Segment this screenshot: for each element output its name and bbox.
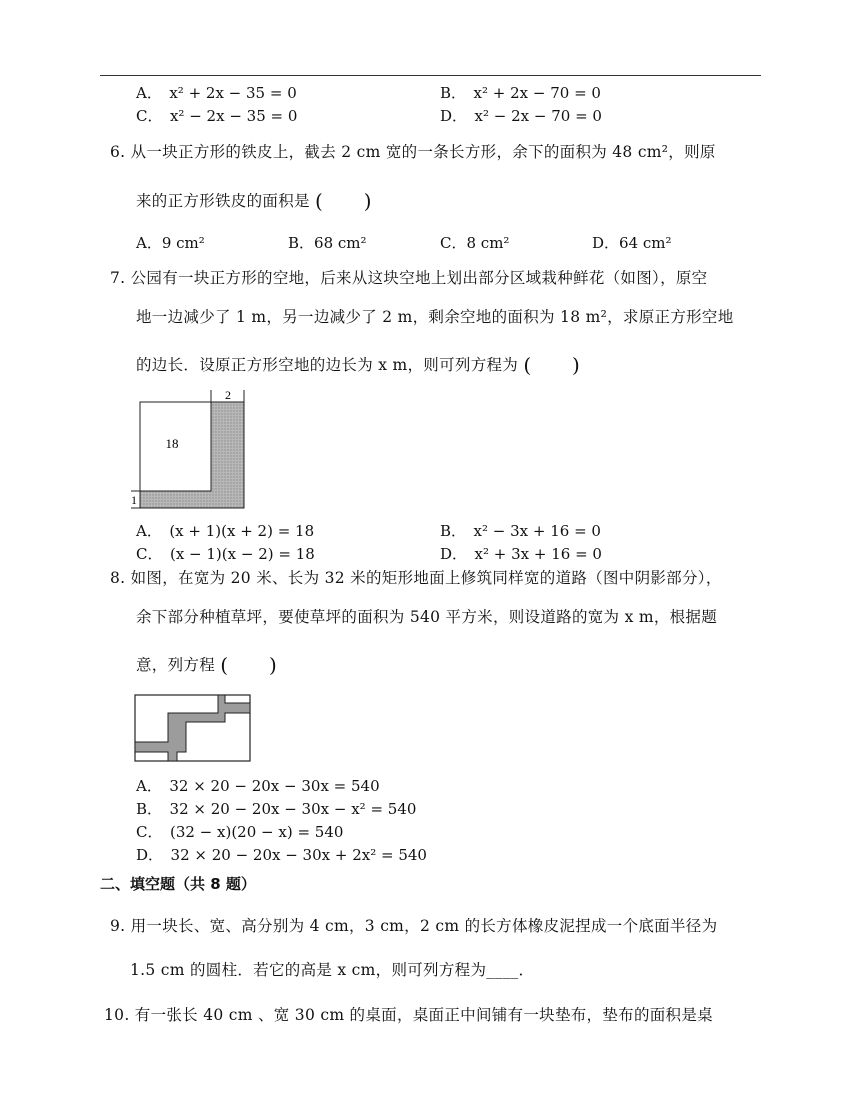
q8-stem-line2: 余下部分种植草坪，要使草坪的面积为 540 平方米，则设道路的宽为 x m，根据题 [136,608,718,626]
q8-answer-blank: ( ) [220,653,278,677]
q6-option-b: B．68 cm² [288,234,367,252]
q8-stem-line1: 8. 如图，在宽为 20 米、长为 32 米的矩形地面上修筑同样宽的道路（图中阴影部分）， [110,569,722,587]
q8-option-c: C． (32 − x)(20 − x) = 540 [136,823,344,841]
q7-option-a: A． (x + 1)(x + 2) = 18 [136,522,315,540]
top-divider [100,75,761,76]
q7-stem-line2: 地一边减少了 1 m，另一边减少了 2 m，剩余空地的面积为 18 m²，求原正方形空地 [136,308,734,326]
q7-answer-blank: ( ) [523,353,581,377]
q6-option-c: C．8 cm² [440,234,510,252]
q9-stem-line2: 1.5 cm 的圆柱．若它的高是 x cm，则可列方程为____． [130,961,535,979]
q6-option-d: D．64 cm² [592,234,672,252]
q6-stem-line1: 6. 从一块正方形的铁皮上，截去 2 cm 宽的一条长方形，余下的面积为 48 cm²，则原 [110,143,716,161]
q6-answer-blank: ( ) [315,189,372,213]
q9-stem-line1: 9. 用一块长、宽、高分别为 4 cm，3 cm，2 cm 的长方体橡皮泥捏成一个底面半径为 [110,917,718,935]
q5-option-b: B． x² + 2x − 70 = 0 [440,84,601,102]
q8-stem-line3 [136,649,277,678]
q6-option-a: A．9 cm² [136,234,205,252]
q7-option-b: B． x² − 3x + 16 = 0 [440,522,601,540]
q10-stem-line1: 10. 有一张长 40 cm 、宽 30 cm 的桌面，桌面正中间铺有一块垫布，垫布的面积是桌 [104,1006,713,1024]
q7-option-d: D． x² + 3x + 16 = 0 [440,545,602,563]
q8-option-b: B． 32 × 20 − 20x − 30x − x² = 540 [136,800,417,818]
q8-option-d: D． 32 × 20 − 20x − 30x + 2x² = 540 [136,846,427,864]
q5-option-c: C． x² − 2x − 35 = 0 [136,107,298,125]
section-title-fill-in: 二、填空题（共 8 题） [100,875,256,893]
q7-figure-top-label: 2 [225,388,231,402]
q7-stem-line1: 7. 公园有一块正方形的空地，后来从这块空地上划出部分区域栽种鲜花（如图），原空 [110,269,708,287]
q8-stem-text: 意，列方程 [136,656,216,674]
q7-stem-text: 的边长．设原正方形空地的边长为 x m，则可列方程为 [136,356,519,374]
q8-option-a: A． 32 × 20 − 20x − 30x = 540 [136,777,380,795]
q6-stem-line2 [136,185,372,214]
q7-figure-left-label: 1 [131,493,137,507]
q5-option-a: A． x² + 2x − 35 = 0 [136,84,297,102]
q7-stem-line3 [136,349,580,378]
q8-figure [134,694,252,764]
q7-figure [128,386,250,510]
q6-stem-text: 来的正方形铁皮的面积是 [136,192,310,210]
q5-option-d: D． x² − 2x − 70 = 0 [440,107,602,125]
q7-option-c: C． (x − 1)(x − 2) = 18 [136,545,315,563]
q7-figure-area-label: 18 [165,436,179,451]
